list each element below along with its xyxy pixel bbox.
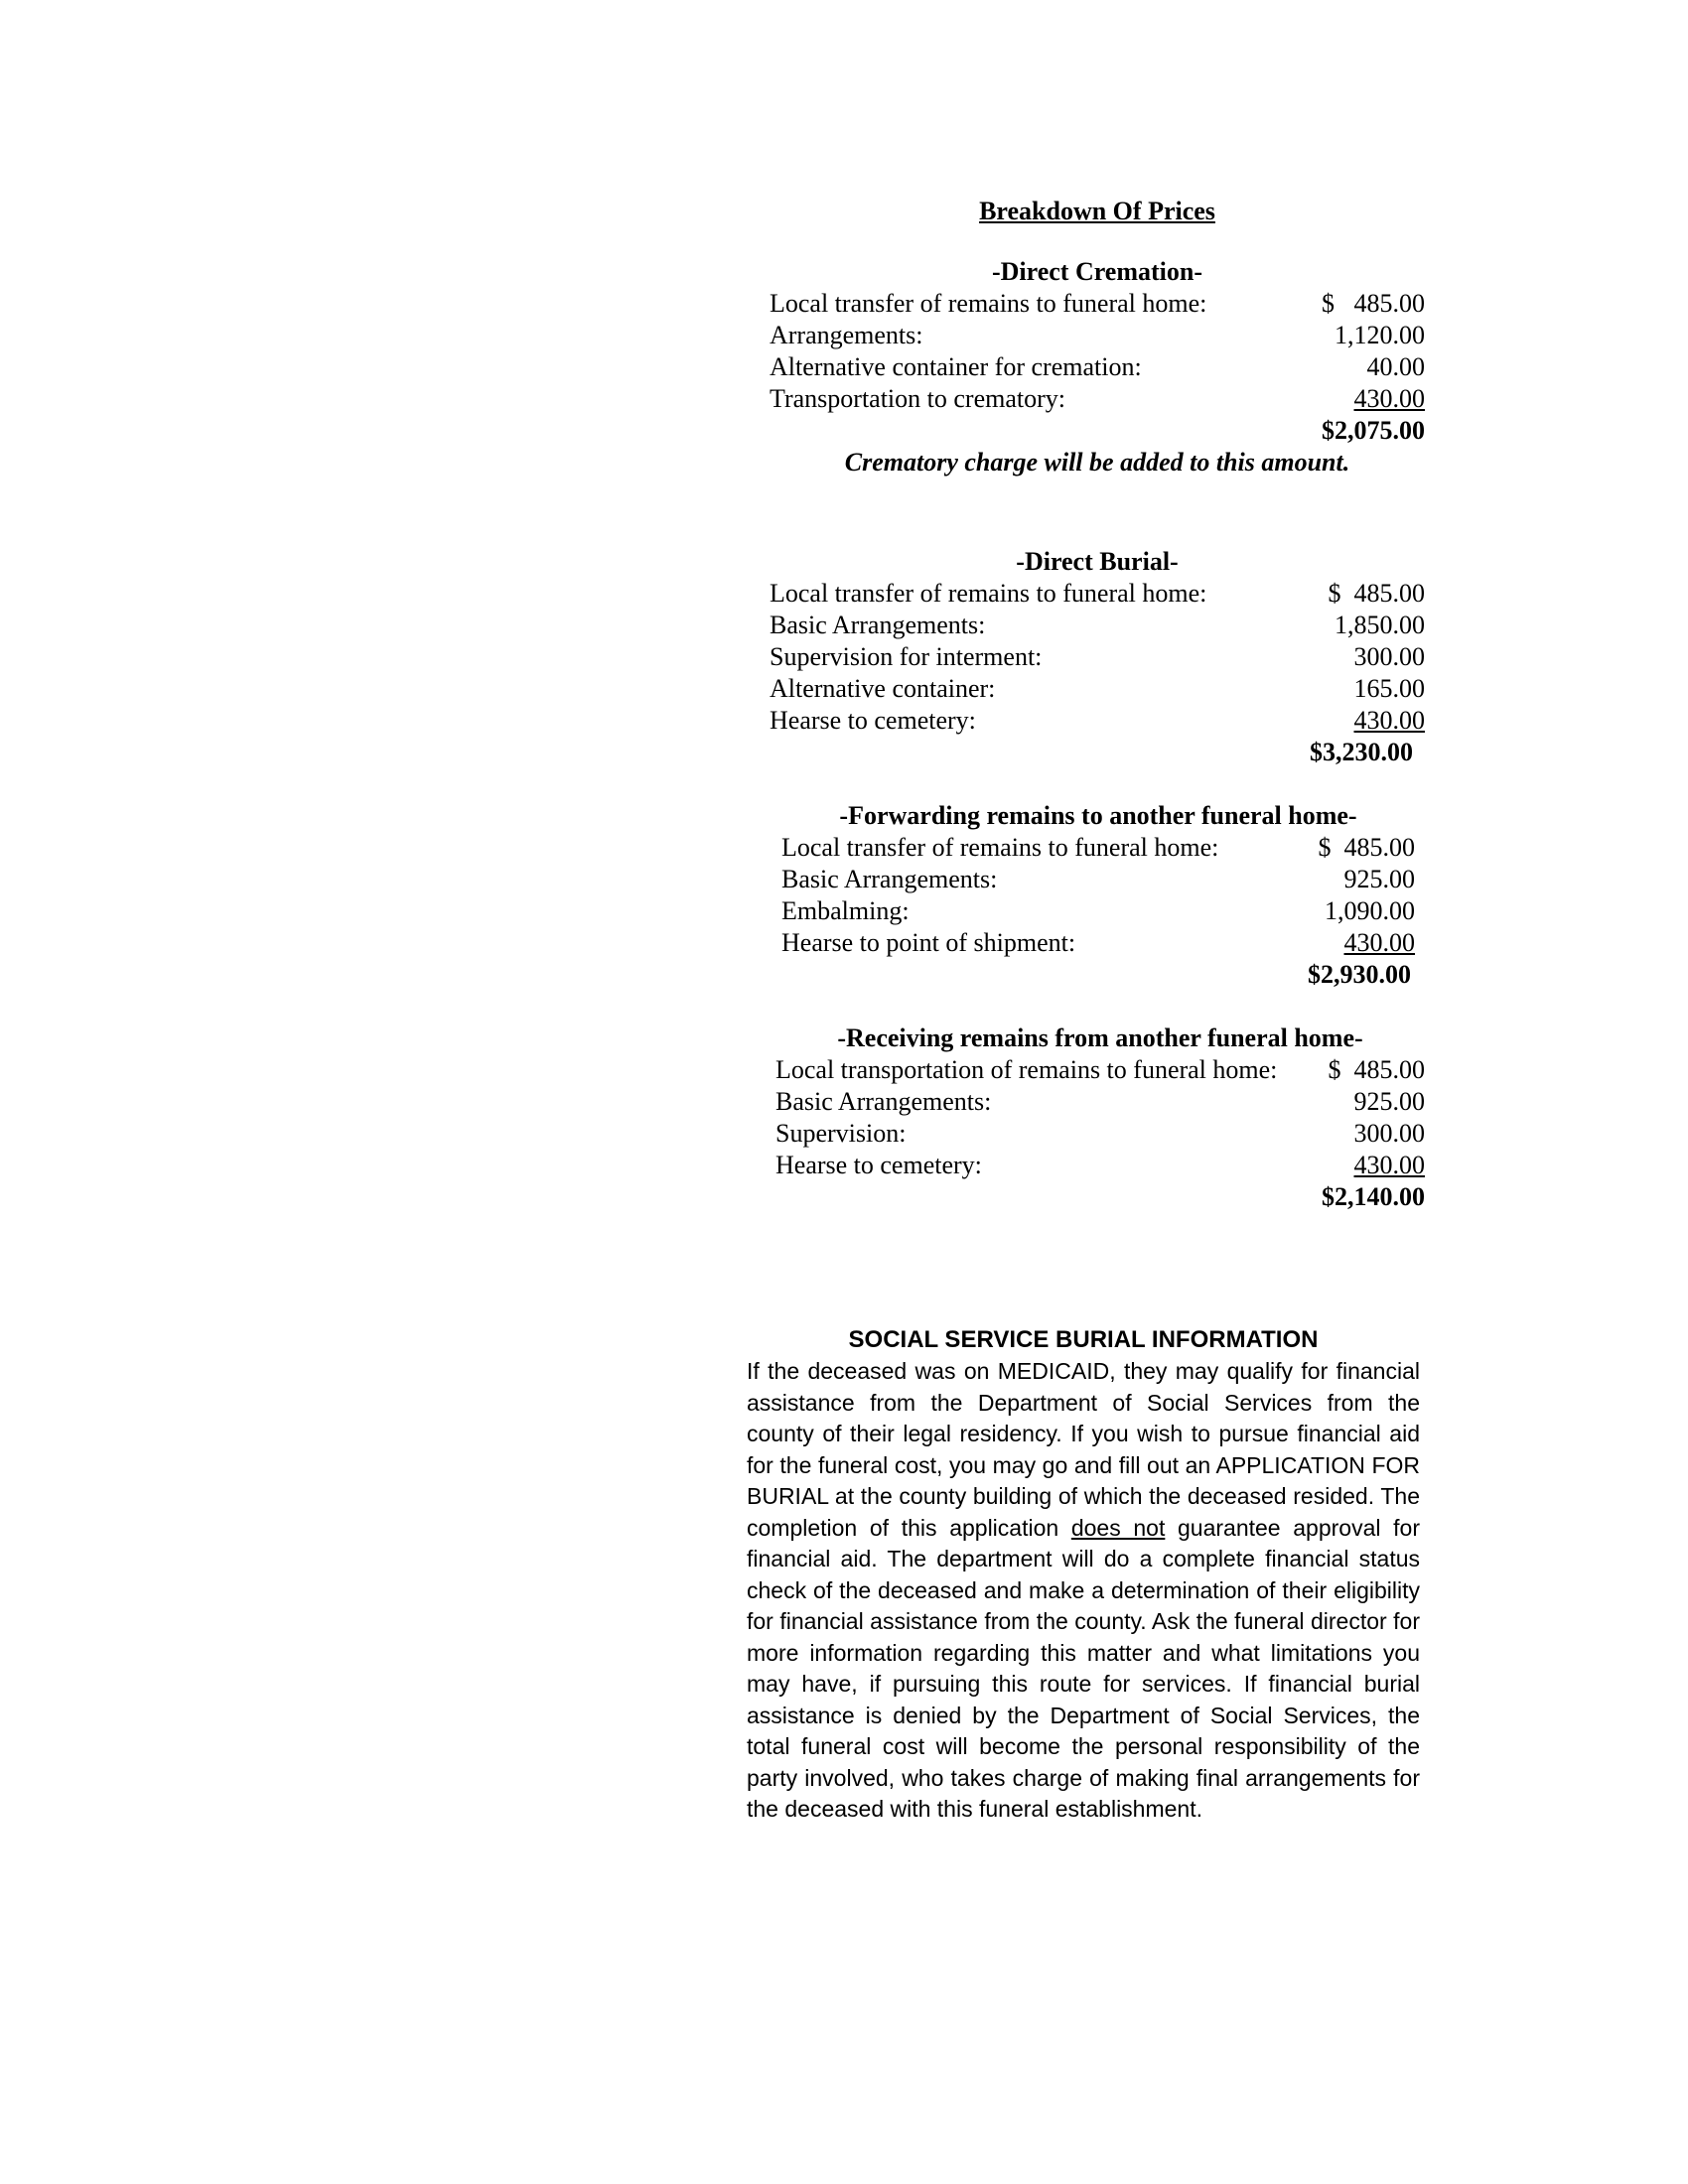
item-amount: 430.00 bbox=[1343, 928, 1415, 957]
group-title: -Forwarding remains to another funeral home- bbox=[839, 801, 1357, 830]
item-label: Supervision for interment: bbox=[770, 642, 1043, 671]
item-label: Local transportation of remains to funeral home: bbox=[775, 1055, 1278, 1084]
price-row bbox=[775, 1086, 1425, 1118]
section-title: SOCIAL SERVICE BURIAL INFORMATION bbox=[848, 1326, 1319, 1353]
crematory-note: Crematory charge will be added to this amount. bbox=[844, 448, 1350, 477]
body-text: If the deceased was on MEDICAID, they may qualify for financial assistance from the Department of Social Services from the county of their legal residency. If you wish to pursue financial aid for the funeral cost, you may go and fill out an APPLICATION FOR BURIAL at the county building of which the deceased resided. The completion of this application bbox=[747, 1358, 1420, 1541]
price-breakdown bbox=[770, 195, 1425, 1213]
item-amount: $ 485.00 bbox=[1322, 289, 1425, 318]
price-row bbox=[781, 864, 1415, 895]
price-row bbox=[770, 673, 1425, 705]
item-label: Transportation to crematory: bbox=[770, 384, 1065, 413]
item-amount: 40.00 bbox=[1366, 352, 1425, 381]
item-label: Alternative container for cremation: bbox=[770, 352, 1142, 381]
group-direct-cremation bbox=[770, 256, 1425, 478]
price-row bbox=[770, 578, 1425, 610]
item-amount: 1,090.00 bbox=[1325, 896, 1415, 925]
section-body bbox=[747, 1356, 1420, 1826]
group-receiving-remains bbox=[770, 1023, 1425, 1213]
group-forwarding-remains bbox=[770, 800, 1425, 991]
item-amount: $ 485.00 bbox=[1318, 833, 1415, 862]
price-row bbox=[775, 1150, 1425, 1181]
item-amount: 430.00 bbox=[1353, 384, 1425, 413]
price-row bbox=[770, 288, 1425, 320]
item-amount: $ 485.00 bbox=[1328, 1055, 1425, 1084]
group-title: -Direct Burial- bbox=[1016, 547, 1179, 576]
price-row bbox=[770, 320, 1425, 351]
price-row bbox=[775, 1054, 1425, 1086]
item-label: Hearse to point of shipment: bbox=[781, 928, 1076, 957]
group-total: $3,230.00 bbox=[1310, 738, 1413, 766]
price-row bbox=[770, 705, 1425, 737]
group-direct-burial bbox=[770, 546, 1425, 768]
item-label: Local transfer of remains to funeral home: bbox=[770, 579, 1207, 608]
item-label: Basic Arrangements: bbox=[781, 865, 998, 893]
item-amount: 300.00 bbox=[1353, 642, 1425, 671]
group-total: $2,930.00 bbox=[1308, 960, 1411, 989]
price-row bbox=[770, 383, 1425, 415]
item-label: Alternative container: bbox=[770, 674, 996, 703]
item-label: Basic Arrangements: bbox=[770, 611, 986, 639]
item-label: Arrangements: bbox=[770, 321, 923, 349]
item-label: Basic Arrangements: bbox=[775, 1087, 992, 1116]
item-label: Supervision: bbox=[775, 1119, 907, 1148]
group-total: $2,075.00 bbox=[1322, 416, 1425, 445]
price-row bbox=[781, 927, 1415, 959]
item-amount: 1,850.00 bbox=[1335, 611, 1425, 639]
price-row bbox=[770, 610, 1425, 641]
item-label: Local transfer of remains to funeral home: bbox=[781, 833, 1219, 862]
item-amount: 925.00 bbox=[1343, 865, 1415, 893]
item-amount: 430.00 bbox=[1353, 1151, 1425, 1179]
item-amount: 165.00 bbox=[1353, 674, 1425, 703]
item-amount: $ 485.00 bbox=[1328, 579, 1425, 608]
item-label: Local transfer of remains to funeral home: bbox=[770, 289, 1207, 318]
item-label: Hearse to cemetery: bbox=[770, 706, 976, 735]
price-row bbox=[775, 1118, 1425, 1150]
body-text-underlined: does not bbox=[1070, 1514, 1166, 1541]
item-amount: 1,120.00 bbox=[1335, 321, 1425, 349]
social-service-section bbox=[747, 1324, 1420, 1826]
page-title: Breakdown Of Prices bbox=[979, 197, 1215, 225]
item-label: Embalming: bbox=[781, 896, 910, 925]
price-row bbox=[770, 351, 1425, 383]
body-text: guarantee approval for financial aid. The department will do a complete financial status check of the deceased and make a determination of their eligibility for financial assistance from the county. Ask the funeral director for more information regarding this matter and what limitations you may have, if pursuing this route for services. If financial burial assistance is denied by the Department of Social Services, the total funeral cost will become the personal responsibility of the party involved, who takes charge of making final arrangements for the deceased with this funeral establishment. bbox=[747, 1514, 1420, 1822]
item-amount: 430.00 bbox=[1353, 706, 1425, 735]
price-row bbox=[781, 832, 1415, 864]
group-title: -Direct Cremation- bbox=[991, 257, 1202, 286]
item-label: Hearse to cemetery: bbox=[775, 1151, 982, 1179]
price-row bbox=[770, 641, 1425, 673]
price-row bbox=[781, 895, 1415, 927]
item-amount: 300.00 bbox=[1353, 1119, 1425, 1148]
group-title: -Receiving remains from another funeral home- bbox=[837, 1024, 1363, 1052]
item-amount: 925.00 bbox=[1353, 1087, 1425, 1116]
group-total: $2,140.00 bbox=[1322, 1182, 1425, 1211]
